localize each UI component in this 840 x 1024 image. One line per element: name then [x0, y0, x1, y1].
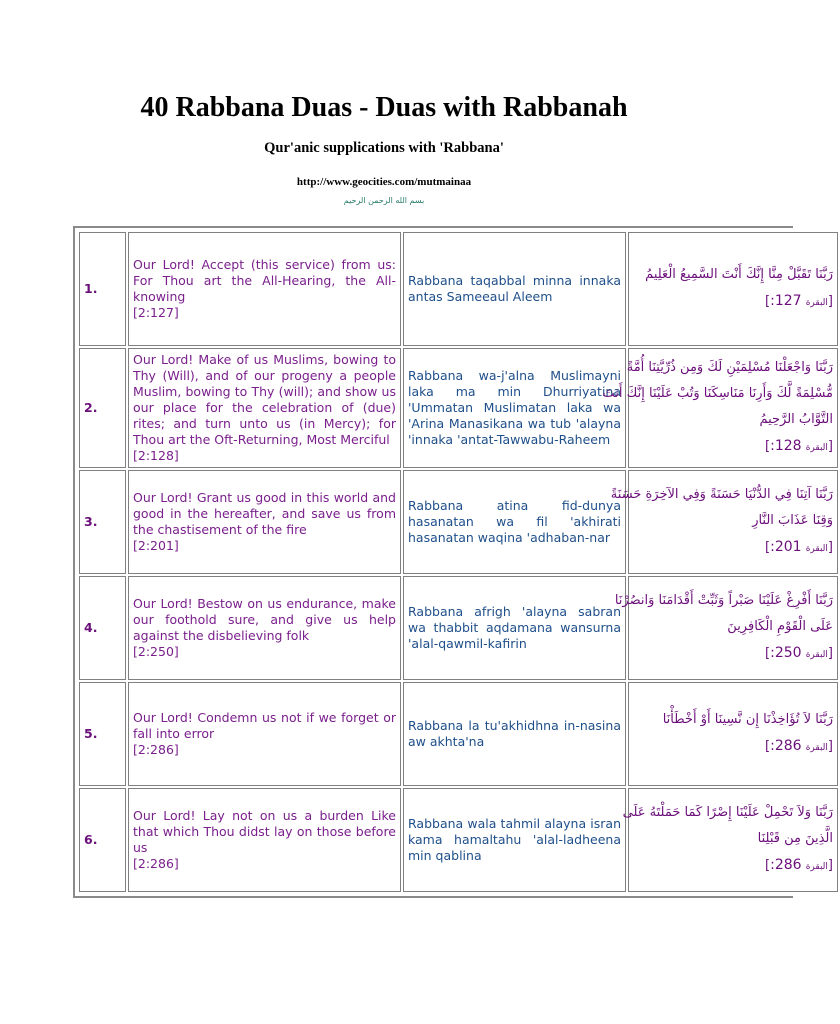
dua-reference: [2:127] [133, 305, 179, 320]
surah-name: البقرة [805, 544, 828, 554]
dua-arabic-line: وَقِنَا عَذَابَ النَّارِ [752, 513, 833, 528]
dua-english [128, 348, 401, 468]
dua-number: 4. [79, 576, 126, 680]
dua-arabic [602, 348, 838, 468]
ayah-number: 286: [770, 738, 802, 754]
dua-arabic [628, 232, 838, 346]
dua-arabic-line: رَبَّنَا أَفْرِغْ عَلَيْنَا صَبْراً وَثَبِّتْ أَقْدَامَنَا وَانصُرْنَا [614, 593, 833, 608]
dua-number: 5. [79, 682, 126, 786]
dua-arabic [610, 470, 838, 574]
dua-english [128, 788, 401, 892]
dua-reference: [2:286] [133, 856, 179, 871]
dua-reference: [2:201] [133, 538, 179, 553]
ayah-number: 128: [770, 438, 802, 454]
dua-arabic-line: الَّذِينَ مِن قَبْلِنَا [757, 831, 833, 846]
dua-number: 6. [79, 788, 126, 892]
dua-number: 1. [79, 232, 126, 346]
surah-name: البقرة [805, 443, 828, 453]
dua-number: 2. [79, 348, 126, 468]
table-row [79, 232, 838, 346]
table-row [79, 470, 838, 574]
dua-arabic-line: رَبَّنَا وَلاَ تَحْمِلْ عَلَيْنَا إِصْرًا كَمَا حَمَلْتَهُ عَلَى [622, 805, 833, 820]
dua-reference: [2:250] [133, 644, 179, 659]
dua-arabic-reference: [البقرة 286:] [765, 857, 833, 873]
duas-table-frame [73, 226, 833, 898]
dua-number: 3. [79, 470, 126, 574]
surah-name: البقرة [805, 298, 828, 308]
dua-english-text: Our Lord! Accept (this service) from us: For Thou art the All-Hearing, the All-knowing [133, 257, 396, 304]
dua-arabic [622, 788, 838, 892]
dua-arabic-reference: [البقرة 127:] [765, 293, 833, 309]
dua-arabic [628, 682, 838, 786]
dua-arabic-line: مُّسْلِمَةً لَّكَ وَأَرِنَا مَنَاسِكَنَا وَتُبْ عَلَيْنَا إِنَّكَ أَنتَ [602, 386, 833, 401]
table-row [79, 788, 838, 892]
dua-arabic-reference: [البقرة 286:] [765, 738, 833, 754]
dua-arabic-reference: [البقرة 250:] [765, 645, 833, 661]
dua-transliteration: Rabbana atina fid-dunya hasanatan wa fil 'akhirati hasanatan waqina 'adhaban-nar [403, 470, 626, 574]
dua-arabic-line: التَّوَّابُ الرَّحِيمُ [759, 412, 833, 427]
dua-english-text: Our Lord! Lay not on us a burden Like that which Thou didst lay on those before us [133, 808, 396, 855]
dua-arabic [614, 576, 838, 680]
dua-arabic-line: رَبَّنَا تَقَبَّلْ مِنَّا إِنَّكَ أَنْتَ السَّمِيعُ الْعَلِيمُ [645, 267, 833, 282]
dua-english-text: Our Lord! Condemn us not if we forget or fall into error [133, 710, 396, 741]
ayah-number: 201: [770, 539, 802, 555]
dua-transliteration: Rabbana afrigh 'alayna sabran wa thabbit aqdamana wansurna 'alal-qawmil-kafirin [403, 576, 626, 680]
dua-arabic-line: رَبَّنَا وَاجْعَلْنَا مُسْلِمَيْنِ لَكَ وَمِن ذُرِّيَّتِنَا أُمَّةً [626, 360, 833, 375]
ayah-number: 250: [770, 645, 802, 661]
duas-table [77, 230, 840, 894]
surah-name: البقرة [805, 743, 828, 753]
dua-arabic-line: عَلَى الْقَوْمِ الْكَافِرِينَ [727, 619, 833, 634]
dua-arabic-reference: [البقرة 201:] [765, 539, 833, 555]
dua-english [128, 232, 401, 346]
dua-arabic-line: رَبَّنَا لاَ تُؤَاخِذْنَا إِن نَّسِينَا أَوْ أَخْطَأْنَا [662, 712, 833, 727]
dua-english [128, 682, 401, 786]
ayah-number: 127: [770, 293, 802, 309]
dua-arabic-reference: [البقرة 128:] [765, 438, 833, 454]
table-row [79, 682, 838, 786]
dua-reference: [2:286] [133, 742, 179, 757]
dua-transliteration: Rabbana taqabbal minna innaka antas Sameeaul Aleem [403, 232, 626, 346]
dua-transliteration: Rabbana wa-j'alna Muslimayni laka ma min Dhurriyatina 'Ummatan Muslimatan laka wa 'Arina Manasikana wa tub 'alayna 'innaka 'antat-Tawwabu-Raheem [403, 348, 626, 468]
dua-english-text: Our Lord! Grant us good in this world and good in the hereafter, and save us from the chastisement of the fire [133, 490, 396, 537]
table-row [79, 576, 838, 680]
surah-name: البقرة [805, 862, 828, 872]
dua-transliteration: Rabbana la tu'akhidhna in-nasina aw akhta'na [403, 682, 626, 786]
surah-name: البقرة [805, 650, 828, 660]
page-subtitle: Qur'anic supplications with 'Rabbana' [264, 140, 504, 156]
page-title: 40 Rabbana Duas - Duas with Rabbanah [140, 92, 628, 123]
dua-english-text: Our Lord! Make of us Muslims, bowing to Thy (Will), and of our progeny a people Muslim, bowing to Thy (will); and show us our place for the celebration of (due) rites; and turn unto us (in Mercy); for Thou art the Oft-Returning, Most Merciful [133, 352, 396, 447]
dua-arabic-line: رَبَّنَا آتِنَا فِي الدُّنْيَا حَسَنَةً وَفِي الآخِرَةِ حَسَنَةً [610, 487, 833, 502]
dua-english [128, 576, 401, 680]
dua-english [128, 470, 401, 574]
table-row [79, 348, 838, 468]
ayah-number: 286: [770, 857, 802, 873]
dua-reference: [2:128] [133, 448, 179, 463]
bismillah-text: بسم الله الرحمن الرحيم [343, 196, 425, 205]
dua-transliteration: Rabbana wala tahmil alayna isran kama hamaltahu 'alal-ladheena min qablina [403, 788, 626, 892]
source-url[interactable]: http://www.geocities.com/mutmainaa [296, 176, 472, 188]
dua-english-text: Our Lord! Bestow on us endurance, make our foothold sure, and give us help against the disbelieving folk [133, 596, 396, 643]
